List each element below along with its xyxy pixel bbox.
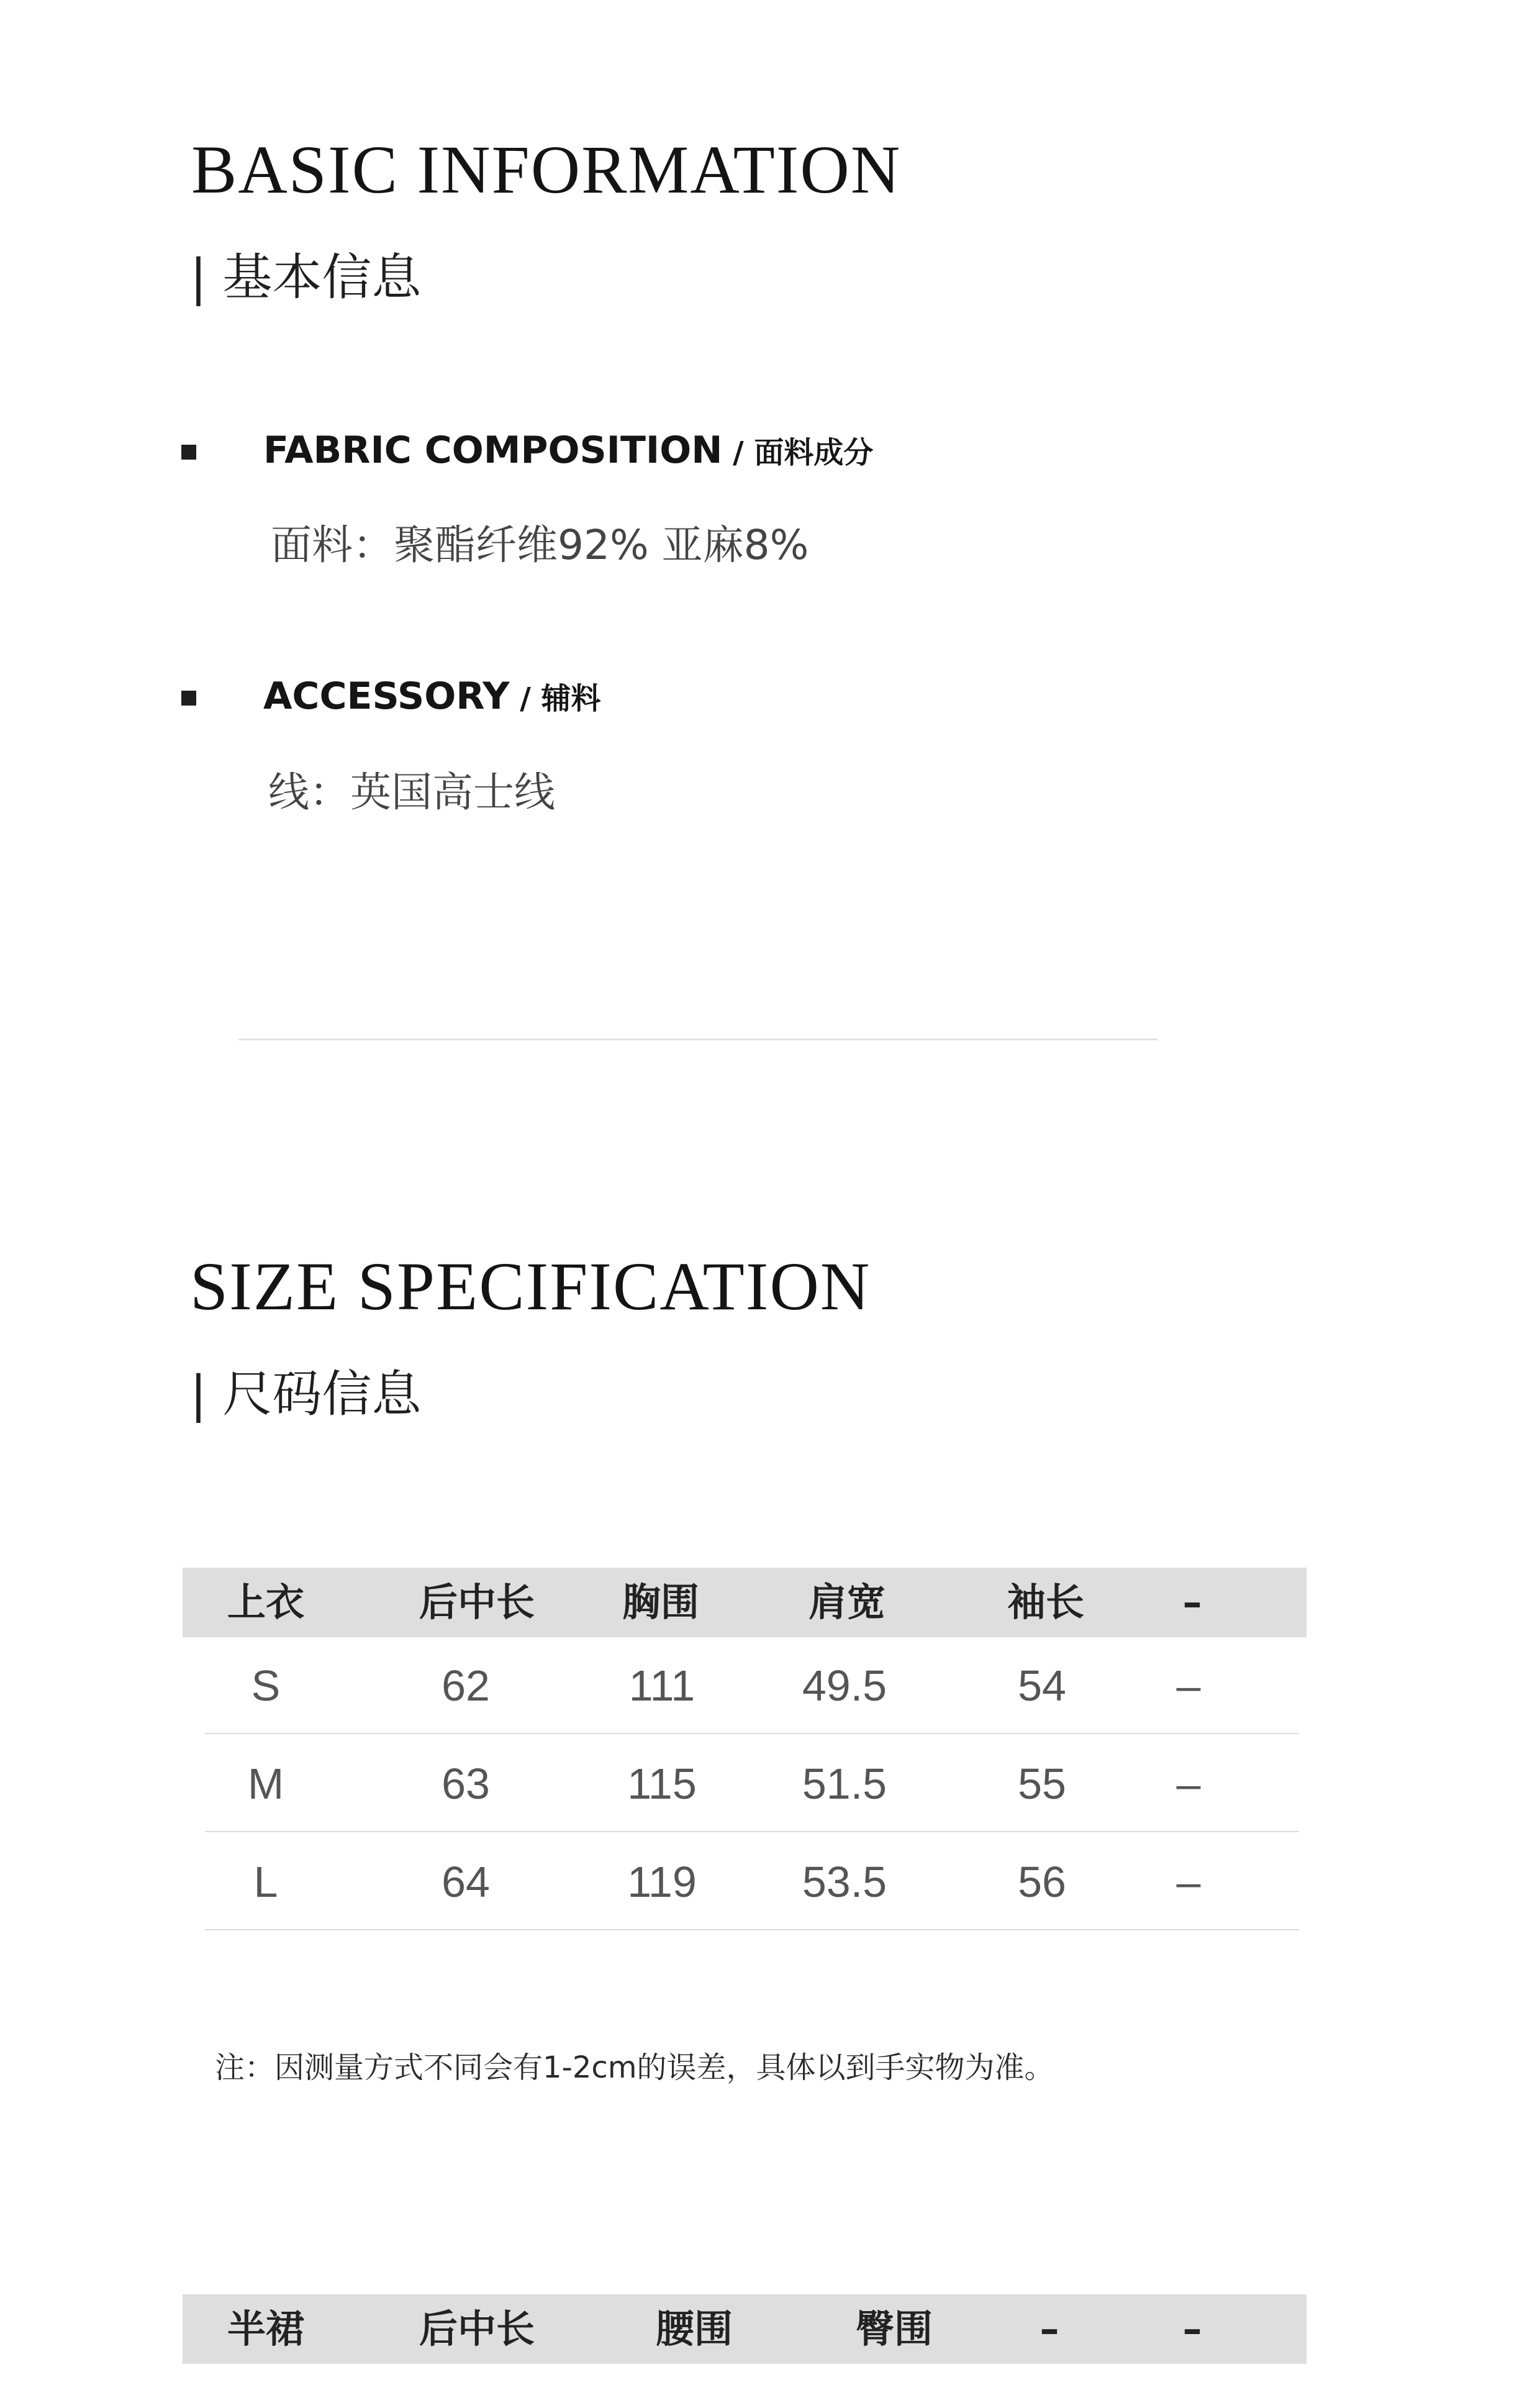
fabric-bullet-icon (181, 445, 196, 460)
row-divider (205, 1733, 1299, 1734)
row-divider (205, 1929, 1299, 1930)
accessory-label (263, 675, 601, 718)
fabric-label-cn: / 面料成分 (722, 435, 874, 470)
header-hip: 臀围 (855, 2306, 933, 2351)
cell-shoulder: 51.5 (802, 1760, 887, 1808)
skirt-size-table-header (183, 2294, 1307, 2364)
cell-chest: 119 (627, 1858, 697, 1906)
header-back-length: 后中长 (419, 1579, 535, 1625)
accessory-label-en: ACCESSORY (263, 675, 510, 718)
size-spec-subtitle: | 尺码信息 (190, 1365, 422, 1423)
cell-sleeve: 56 (1018, 1858, 1066, 1906)
basic-info-title: BASIC INFORMATION (191, 132, 902, 207)
cell-chest: 115 (627, 1760, 697, 1808)
accessory-bullet-icon (181, 691, 196, 706)
cell-empty: – (1176, 1661, 1201, 1710)
header-empty-2: – (1182, 2306, 1202, 2351)
accessory-label-cn: / 辅料 (509, 681, 601, 716)
table-row (205, 1833, 1299, 1930)
cell-back-length: 63 (442, 1760, 490, 1808)
header-back-length: 后中长 (419, 2306, 535, 2351)
cell-size: S (251, 1661, 281, 1710)
cell-shoulder: 53.5 (802, 1858, 887, 1906)
cell-empty: – (1176, 1858, 1201, 1906)
cell-chest: 111 (628, 1661, 695, 1710)
header-shoulder: 肩宽 (808, 1579, 886, 1625)
header-chest: 胸围 (622, 1579, 700, 1625)
cell-empty: – (1176, 1760, 1201, 1808)
header-empty: – (1182, 1579, 1202, 1625)
cell-back-length: 62 (442, 1661, 490, 1710)
fabric-label (263, 429, 873, 472)
fabric-label-en: FABRIC COMPOSITION (263, 429, 723, 472)
header-skirt: 半裙 (227, 2306, 305, 2351)
cell-sleeve: 55 (1018, 1760, 1066, 1808)
cell-size: L (253, 1858, 278, 1906)
table-row (205, 1637, 1299, 1734)
measurement-note: 注：因测量方式不同会有1-2cm的误差，具体以到手实物为准。 (215, 2050, 1054, 2085)
size-spec-title: SIZE SPECIFICATION (190, 1248, 871, 1324)
header-top-garment: 上衣 (227, 1579, 305, 1625)
header-waist: 腰围 (655, 2306, 733, 2351)
cell-back-length: 64 (442, 1858, 490, 1906)
header-empty-1: – (1040, 2306, 1059, 2351)
top-size-table-header (183, 1568, 1307, 1637)
section-divider (238, 1038, 1157, 1040)
cell-shoulder: 49.5 (802, 1661, 887, 1710)
fabric-value: 面料：聚酯纤维92% 亚麻8% (271, 521, 809, 569)
accessory-value: 线：英国高士线 (268, 768, 555, 816)
cell-sleeve: 54 (1018, 1661, 1066, 1710)
row-divider (205, 1831, 1299, 1832)
basic-info-subtitle: | 基本信息 (190, 248, 422, 306)
table-row (205, 1735, 1299, 1832)
header-sleeve: 袖长 (1007, 1579, 1085, 1625)
cell-size: M (247, 1760, 284, 1808)
